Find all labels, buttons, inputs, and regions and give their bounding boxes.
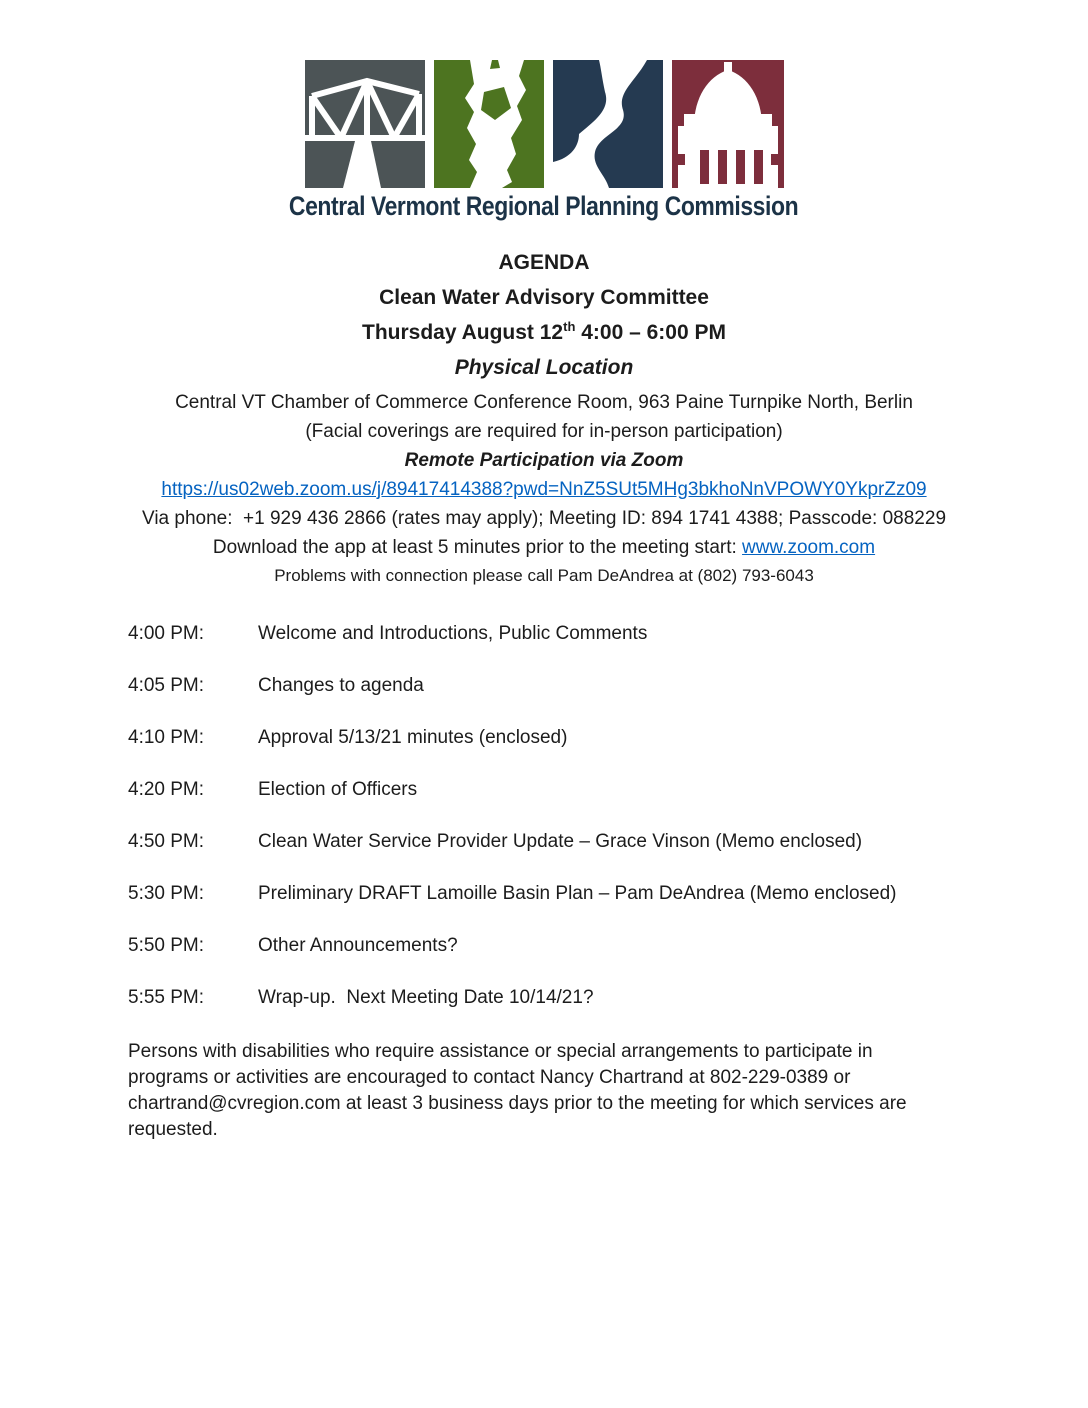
remote-participation-heading: Remote Participation via Zoom <box>404 450 684 471</box>
agenda-description: Other Announcements? <box>258 935 458 956</box>
zoom-website-link[interactable]: www.zoom.com <box>742 537 876 558</box>
accessibility-notice: Persons with disabilities who require assistance or special arrangements to participate in programs or activities are encouraged to contact Nancy Chartrand at 802-229-0389 or chartrand@cvregion.com at least 3 business days prior to the meeting for which services are requested. <box>128 1041 912 1140</box>
agenda-time: 4:50 PM: <box>128 831 205 852</box>
header-block <box>0 252 1088 586</box>
agenda-time: 5:30 PM: <box>128 883 205 904</box>
capitol-dome-icon <box>672 60 784 188</box>
agenda-title: AGENDA <box>498 251 590 274</box>
agenda-description: Wrap-up. Next Meeting Date 10/14/21? <box>258 987 594 1008</box>
agenda-time: 5:50 PM: <box>128 935 205 956</box>
river-icon <box>553 60 663 188</box>
download-app-text: Download the app at least 5 minutes prior to the meeting start: <box>212 537 743 558</box>
vermont-state-icon <box>434 60 544 188</box>
agenda-description: Changes to agenda <box>258 675 424 696</box>
agenda-row <box>128 779 1088 801</box>
agenda-row <box>128 883 1088 905</box>
agenda-row <box>128 675 1088 697</box>
agenda-description: Clean Water Service Provider Update – Grace Vinson (Memo enclosed) <box>258 831 863 852</box>
phone-dialin-line: Via phone: +1 929 436 2866 (rates may apply); Meeting ID: 894 1741 4388; Passcode: 088229 <box>141 508 947 529</box>
physical-location-heading: Physical Location <box>454 356 634 379</box>
facial-covering-note: (Facial coverings are required for in-person participation) <box>305 421 783 442</box>
bridge-icon <box>305 60 425 188</box>
agenda-row <box>128 623 1088 645</box>
logo-organization-name: Central Vermont Regional Planning Commission <box>289 191 799 221</box>
committee-name: Clean Water Advisory Committee <box>379 286 709 309</box>
agenda-time: 4:10 PM: <box>128 727 205 748</box>
date-ordinal-superscript: th <box>563 319 576 334</box>
cvrpc-logo <box>0 60 1088 222</box>
agenda-time: 5:55 PM: <box>128 987 205 1008</box>
zoom-meeting-link[interactable]: https://us02web.zoom.us/j/89417414388?pwd=NnZ5SUt5MHg3bkhoNnVPOWY0YkprZz09 <box>161 479 927 500</box>
time-range-text: 4:00 – 6:00 PM <box>575 321 726 344</box>
connection-problems-line: Problems with connection please call Pam DeAndrea at (802) 793-6043 <box>274 566 814 585</box>
agenda-description: Election of Officers <box>258 779 418 800</box>
location-address: Central VT Chamber of Commerce Conference Room, 963 Paine Turnpike North, Berlin <box>175 392 913 413</box>
agenda-time: 4:00 PM: <box>128 623 205 644</box>
date-text: Thursday August 12 <box>362 321 564 344</box>
agenda-row <box>128 935 1088 957</box>
agenda-description: Welcome and Introductions, Public Comments <box>258 623 648 644</box>
agenda-time: 4:20 PM: <box>128 779 205 800</box>
zoom-link-line <box>0 479 1088 501</box>
agenda-description: Preliminary DRAFT Lamoille Basin Plan – Pam DeAndrea (Memo enclosed) <box>258 883 897 904</box>
agenda-row <box>128 831 1088 853</box>
agenda-row <box>128 987 1088 1009</box>
download-app-line <box>0 537 1088 559</box>
agenda-row <box>128 727 1088 749</box>
meeting-datetime <box>0 319 1088 344</box>
logo-panel-strip <box>305 60 784 188</box>
agenda-description: Approval 5/13/21 minutes (enclosed) <box>258 727 568 748</box>
agenda-time: 4:05 PM: <box>128 675 205 696</box>
agenda-item-list <box>128 623 1088 1009</box>
